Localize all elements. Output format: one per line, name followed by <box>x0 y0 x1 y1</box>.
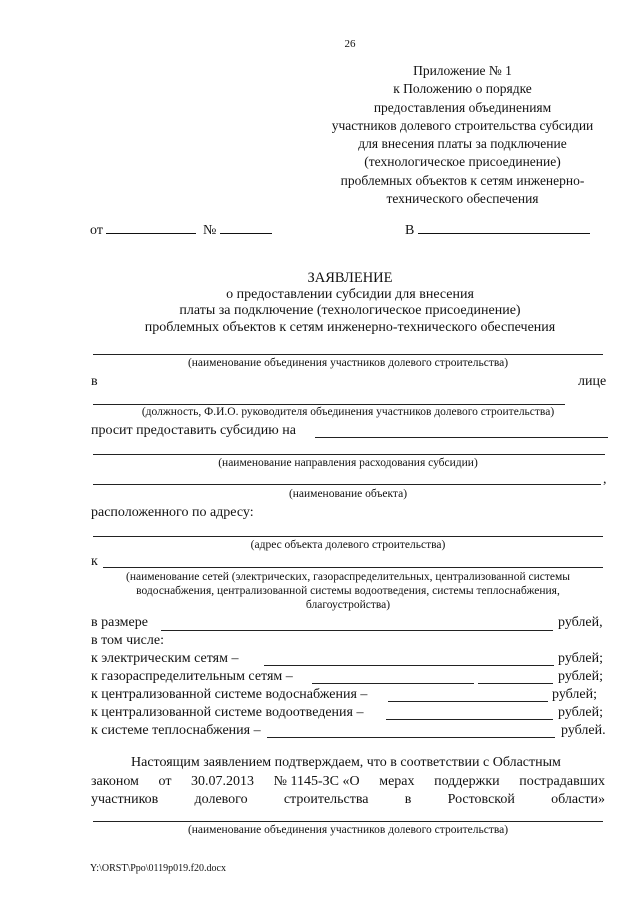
title-line: о предоставлении субсидии для внесения <box>226 286 474 302</box>
confirmation-word: пострадавших <box>519 774 605 789</box>
item-unit: рублей; <box>558 669 603 684</box>
caption-address: (адрес объекта долевого строительства) <box>250 539 446 551</box>
amount-unit: рублей, <box>558 615 603 630</box>
in-label: в <box>91 374 98 389</box>
footer-file-path: Y:\ORST\Ppo\0119p019.f20.docx <box>90 863 226 874</box>
networks-line[interactable] <box>103 567 603 568</box>
title-heading: ЗАЯВЛЕНИЕ <box>307 270 393 286</box>
to-label: В <box>405 223 415 238</box>
to-field <box>405 220 590 239</box>
confirmation-word: Ростовской <box>447 792 515 807</box>
confirmation-line-3 <box>91 792 605 808</box>
confirmation-word: законом <box>91 774 139 789</box>
item-water-label: к централизованной системе водоснабжения – <box>91 687 368 702</box>
caption-head: (должность, Ф.И.О. руководителя объединения участников долевого строительства) <box>141 406 555 418</box>
caption-association: (наименование объединения участников долевого строительства) <box>187 357 509 369</box>
from-date-field <box>90 220 196 239</box>
title-line: проблемных объектов к сетям инженерно-технического обеспечения <box>144 319 556 335</box>
confirmation-word: области» <box>551 792 605 807</box>
confirmation-word: мерах <box>379 774 415 789</box>
item-gas-line-b[interactable] <box>478 683 553 684</box>
caption-association-2: (наименование объединения участников долевого строительства) <box>187 824 509 836</box>
annex-line: технического обеспечения <box>386 191 539 207</box>
to-networks-label: к <box>91 554 98 569</box>
item-unit: рублей; <box>552 687 597 702</box>
page-number: 26 <box>344 38 356 50</box>
item-sewer-line[interactable] <box>386 719 553 720</box>
annex-line: предоставления объединениям <box>373 99 552 115</box>
annex-line: для внесения платы за подключение <box>358 136 567 152</box>
item-gas-line-a[interactable] <box>312 683 474 684</box>
item-water-line[interactable] <box>388 701 548 702</box>
confirmation-line-1: Настоящим заявлением подтверждаем, что в соответствии с Областным <box>131 755 561 770</box>
annex-line: к Положению о порядке <box>393 81 532 97</box>
person-label: лице <box>578 374 607 389</box>
item-electric-label: к электрическим сетям – <box>91 651 239 666</box>
confirmation-word: поддержки <box>434 774 500 789</box>
item-heat-line[interactable] <box>267 737 555 738</box>
head-name-line[interactable] <box>93 404 565 405</box>
item-sewer-label: к централизованной системе водоотведения – <box>91 705 364 720</box>
located-label: расположенного по адресу: <box>91 505 254 520</box>
including-label: в том числе: <box>91 633 164 648</box>
annex-reference <box>290 62 635 208</box>
comma: , <box>603 472 607 487</box>
annex-line: (технологическое присоединение) <box>364 154 561 170</box>
caption-direction: (наименование направления расходования субсидии) <box>218 457 478 469</box>
item-unit: рублей; <box>558 651 603 666</box>
caption-networks-1: (наименование сетей (электрических, газораспределительных, централизованной системы <box>126 571 570 583</box>
amount-label: в размере <box>91 615 148 630</box>
item-heat-label: к системе теплоснабжения – <box>91 723 261 738</box>
direction-line[interactable] <box>93 454 605 455</box>
confirmation-word: долевого <box>194 792 248 807</box>
document-title <box>90 270 610 336</box>
number-label: № <box>203 223 217 238</box>
confirmation-word: № 1145-ЗС «О <box>273 774 360 789</box>
from-label: от <box>90 223 103 238</box>
item-electric-line[interactable] <box>264 665 554 666</box>
confirmation-association-line[interactable] <box>93 821 603 822</box>
subsidy-purpose-line[interactable] <box>315 437 608 438</box>
amount-line[interactable] <box>161 630 553 631</box>
number-blank[interactable] <box>220 220 272 234</box>
request-label: просит предоставить субсидию на <box>91 423 296 438</box>
confirmation-word: от <box>158 774 172 789</box>
to-blank[interactable] <box>418 220 590 234</box>
caption-networks-3: благоустройства) <box>305 599 391 611</box>
from-date-blank[interactable] <box>106 220 196 234</box>
confirmation-word: строительства <box>283 792 369 807</box>
item-gas-label: к газораспределительным сетям – <box>91 669 293 684</box>
confirmation-word: участников <box>91 792 159 807</box>
annex-line: участников долевого строительства субсидии <box>331 117 594 133</box>
item-unit: рублей; <box>558 705 603 720</box>
confirmation-word: в <box>404 792 412 807</box>
item-unit: рублей. <box>561 723 606 738</box>
caption-networks-2: водоснабжения, централизованной системы водоотведения, системы теплоснабжения, <box>136 585 560 597</box>
address-line[interactable] <box>93 536 603 537</box>
title-line: платы за подключение (технологическое присоединение) <box>179 303 521 318</box>
association-name-line[interactable] <box>93 354 603 355</box>
object-name-line[interactable] <box>93 484 601 485</box>
annex-line: Приложение № 1 <box>413 63 512 78</box>
annex-line: проблемных объектов к сетям инженерно- <box>340 172 585 188</box>
confirmation-word: 30.07.2013 <box>191 774 255 789</box>
caption-object: (наименование объекта) <box>288 488 408 500</box>
confirmation-line-2 <box>91 774 605 790</box>
number-field <box>203 220 272 239</box>
